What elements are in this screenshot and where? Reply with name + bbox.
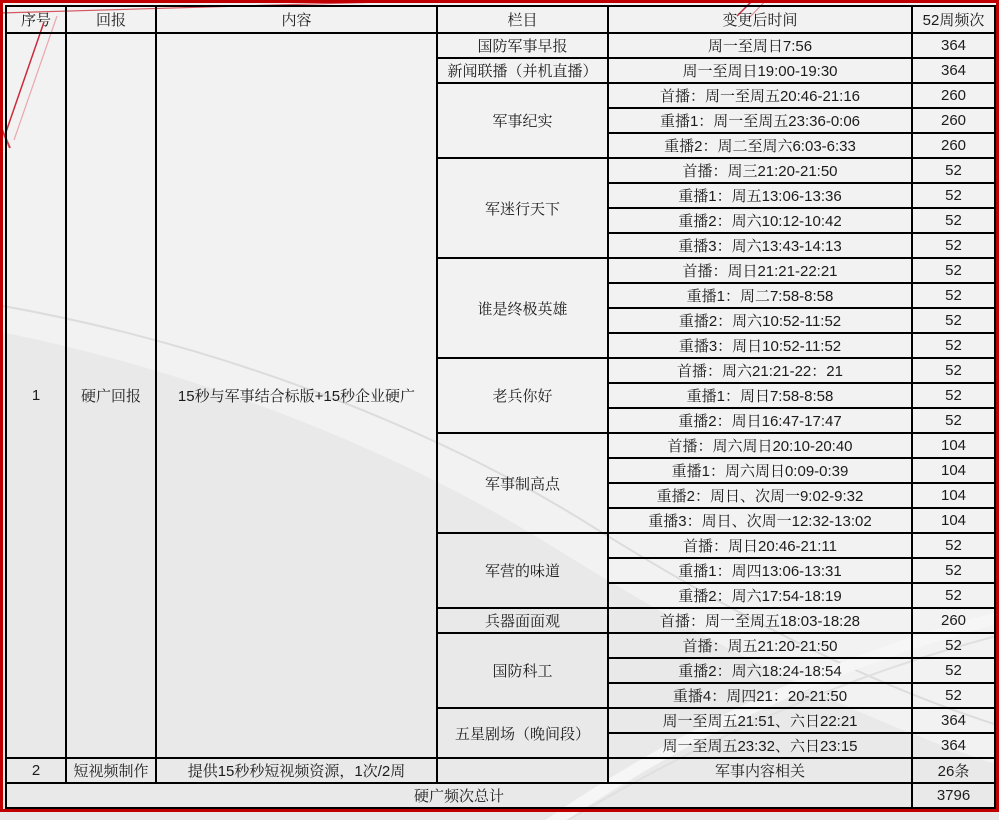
schedule-row [6, 33, 995, 58]
freq-cell: 52 [912, 658, 995, 683]
time-cell: 重播4：周四21：20-21:50 [608, 683, 912, 708]
program-cell: 谁是终极英雄 [437, 258, 608, 358]
header-cell-no: 序号 [6, 6, 66, 33]
time-cell: 重播2：周六10:52-11:52 [608, 308, 912, 333]
freq-cell: 260 [912, 608, 995, 633]
freq-cell: 52 [912, 358, 995, 383]
header-cell-return: 回报 [66, 6, 156, 33]
time-cell: 重播2：周日16:47-17:47 [608, 408, 912, 433]
time-cell: 重播2：周日、次周一9:02-9:32 [608, 483, 912, 508]
freq-cell: 52 [912, 558, 995, 583]
total-row [6, 783, 995, 808]
freq-cell: 52 [912, 233, 995, 258]
row2-program-cell [437, 758, 608, 783]
time-cell: 首播：周一至周五18:03-18:28 [608, 608, 912, 633]
time-cell: 重播1：周日7:58-8:58 [608, 383, 912, 408]
time-cell: 首播：周五21:20-21:50 [608, 633, 912, 658]
time-cell: 重播1：周一至周五23:36-0:06 [608, 108, 912, 133]
program-cell: 五星剧场（晚间段） [437, 708, 608, 758]
row1-return-cell: 硬广回报 [66, 33, 156, 758]
program-cell: 国防科工 [437, 633, 608, 708]
row2-content-cell: 提供15秒秒短视频资源，1次/2周 [156, 758, 437, 783]
freq-cell: 104 [912, 458, 995, 483]
freq-cell: 52 [912, 283, 995, 308]
freq-cell: 104 [912, 433, 995, 458]
time-cell: 周一至周日19:00-19:30 [608, 58, 912, 83]
total-freq-cell: 3796 [912, 783, 995, 808]
short-video-row [6, 758, 995, 783]
broadcast-schedule-table [5, 5, 996, 809]
time-cell: 首播：周六周日20:10-20:40 [608, 433, 912, 458]
freq-cell: 364 [912, 708, 995, 733]
header-cell-freq: 52周频次 [912, 6, 995, 33]
freq-cell: 52 [912, 258, 995, 283]
freq-cell: 364 [912, 33, 995, 58]
freq-cell: 52 [912, 208, 995, 233]
time-cell: 重播2：周六17:54-18:19 [608, 583, 912, 608]
program-cell: 军迷行天下 [437, 158, 608, 258]
freq-cell: 52 [912, 683, 995, 708]
time-cell: 重播1：周六周日0:09-0:39 [608, 458, 912, 483]
row2-no-cell: 2 [6, 758, 66, 783]
header-row [6, 6, 995, 33]
freq-cell: 52 [912, 633, 995, 658]
time-cell: 首播：周日20:46-21:11 [608, 533, 912, 558]
program-cell: 新闻联播（并机直播） [437, 58, 608, 83]
header-cell-program: 栏目 [437, 6, 608, 33]
time-cell: 周一至周五23:32、六日23:15 [608, 733, 912, 758]
program-cell: 军营的味道 [437, 533, 608, 608]
header-cell-content: 内容 [156, 6, 437, 33]
time-cell: 重播2：周六10:12-10:42 [608, 208, 912, 233]
freq-cell: 104 [912, 483, 995, 508]
freq-cell: 260 [912, 133, 995, 158]
program-cell: 兵器面面观 [437, 608, 608, 633]
time-cell: 重播3：周日、次周一12:32-13:02 [608, 508, 912, 533]
row2-freq-cell: 26条 [912, 758, 995, 783]
freq-cell: 52 [912, 408, 995, 433]
row2-return-cell: 短视频制作 [66, 758, 156, 783]
row2-time-cell: 军事内容相关 [608, 758, 912, 783]
freq-cell: 52 [912, 183, 995, 208]
row1-no-cell: 1 [6, 33, 66, 758]
freq-cell: 52 [912, 333, 995, 358]
time-cell: 重播3：周六13:43-14:13 [608, 233, 912, 258]
freq-cell: 52 [912, 383, 995, 408]
freq-cell: 52 [912, 583, 995, 608]
freq-cell: 364 [912, 58, 995, 83]
freq-cell: 52 [912, 533, 995, 558]
time-cell: 周一至周五21:51、六日22:21 [608, 708, 912, 733]
freq-cell: 260 [912, 83, 995, 108]
program-cell: 国防军事早报 [437, 33, 608, 58]
freq-cell: 52 [912, 308, 995, 333]
freq-cell: 364 [912, 733, 995, 758]
time-cell: 首播：周一至周五20:46-21:16 [608, 83, 912, 108]
time-cell: 重播1：周五13:06-13:36 [608, 183, 912, 208]
time-cell: 重播1：周二7:58-8:58 [608, 283, 912, 308]
time-cell: 重播2：周二至周六6:03-6:33 [608, 133, 912, 158]
time-cell: 重播1：周四13:06-13:31 [608, 558, 912, 583]
time-cell: 重播2：周六18:24-18:54 [608, 658, 912, 683]
freq-cell: 104 [912, 508, 995, 533]
total-label-cell: 硬广频次总计 [6, 783, 912, 808]
time-cell: 重播3：周日10:52-11:52 [608, 333, 912, 358]
row1-content-cell: 15秒与军事结合标版+15秒企业硬广 [156, 33, 437, 758]
header-cell-time: 变更后时间 [608, 6, 912, 33]
time-cell: 周一至周日7:56 [608, 33, 912, 58]
freq-cell: 52 [912, 158, 995, 183]
time-cell: 首播：周三21:20-21:50 [608, 158, 912, 183]
freq-cell: 260 [912, 108, 995, 133]
program-cell: 军事纪实 [437, 83, 608, 158]
program-cell: 军事制高点 [437, 433, 608, 533]
time-cell: 首播：周日21:21-22:21 [608, 258, 912, 283]
program-cell: 老兵你好 [437, 358, 608, 433]
time-cell: 首播：周六21:21-22：21 [608, 358, 912, 383]
